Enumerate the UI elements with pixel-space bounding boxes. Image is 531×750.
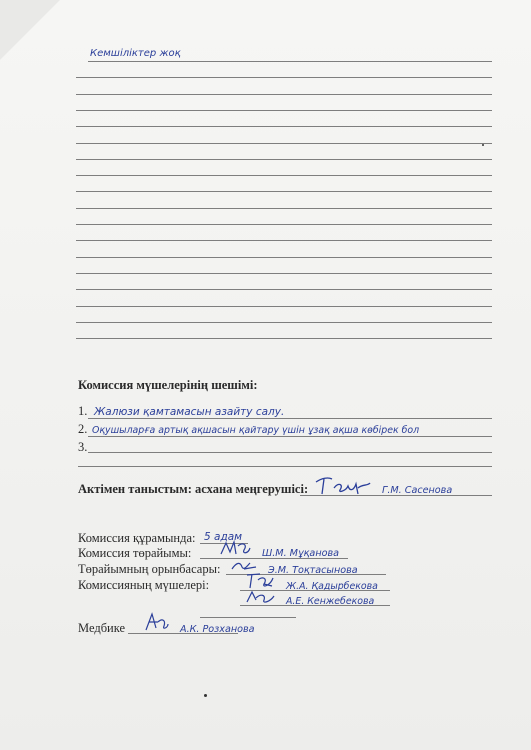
ink-dot xyxy=(204,694,207,697)
member2-name: А.Е. Кенжебекова xyxy=(286,596,375,607)
chair-name: Ш.М. Мұқанова xyxy=(262,548,339,559)
ruled-line xyxy=(76,224,492,225)
nurse-name: А.К. Розханова xyxy=(180,624,255,635)
blank-rule xyxy=(200,617,296,618)
decision-rule-1 xyxy=(88,418,492,419)
manager-name: Г.М. Сасенова xyxy=(382,485,453,496)
decision-item-2-text: Оқушыларға артық ақшасын қайтару үшін ұзақ ақша көбірек бол xyxy=(92,425,420,436)
composition-value: 5 адам xyxy=(204,531,243,543)
decision-item-1-text: Жалюзи қамтамасын азайту салу. xyxy=(94,406,285,418)
decision-item-1-num: 1. xyxy=(78,404,88,418)
composition-label: Комиссия құрамында: xyxy=(78,531,196,545)
ruled-line xyxy=(76,289,492,290)
folded-corner xyxy=(0,0,60,60)
decision-rule-3 xyxy=(88,452,492,453)
chair-rule xyxy=(200,558,348,559)
ink-dot xyxy=(482,144,484,146)
member1-name: Ж.А. Қадырбекова xyxy=(286,581,378,592)
nurse-rule xyxy=(128,633,238,634)
decision-heading: Комиссия мүшелерінің шешімі: xyxy=(78,378,258,392)
deputy-label: Төрайымның орынбасары: xyxy=(78,562,221,576)
ruled-line xyxy=(76,338,492,339)
ruled-line xyxy=(88,61,492,62)
deputy-name: Э.М. Тоқтасынова xyxy=(268,565,358,576)
chair-label: Комиссия төрайымы: xyxy=(78,546,192,560)
decision-item-2-num: 2. xyxy=(78,422,88,436)
ruled-line xyxy=(76,126,492,127)
ruled-line xyxy=(76,322,492,323)
decision-rule-2 xyxy=(88,436,492,437)
ruled-line xyxy=(76,240,492,241)
nurse-label: Медбике xyxy=(78,621,126,635)
ruled-line xyxy=(76,110,492,111)
acquaintance-rule xyxy=(300,495,492,496)
ruled-line xyxy=(76,306,492,307)
ruled-line xyxy=(76,257,492,258)
nurse-signature xyxy=(142,610,170,634)
member2-rule xyxy=(240,605,390,606)
ruled-line xyxy=(76,175,492,176)
ruled-line xyxy=(76,191,492,192)
members-label: Комиссияның мүшелері: xyxy=(78,578,210,592)
ruled-line xyxy=(76,77,492,78)
ruled-line xyxy=(76,208,492,209)
ruled-line xyxy=(76,159,492,160)
ruled-line xyxy=(76,273,492,274)
acquaintance-label: Актімен таныстым: асхана меңгерушісі: xyxy=(78,482,309,496)
handwritten-note: Кемшіліктер жоқ xyxy=(90,48,181,59)
decision-item-3-num: 3. xyxy=(78,440,88,454)
ruled-line xyxy=(76,94,492,95)
decision-rule-4 xyxy=(78,466,492,467)
ruled-line xyxy=(76,143,492,144)
